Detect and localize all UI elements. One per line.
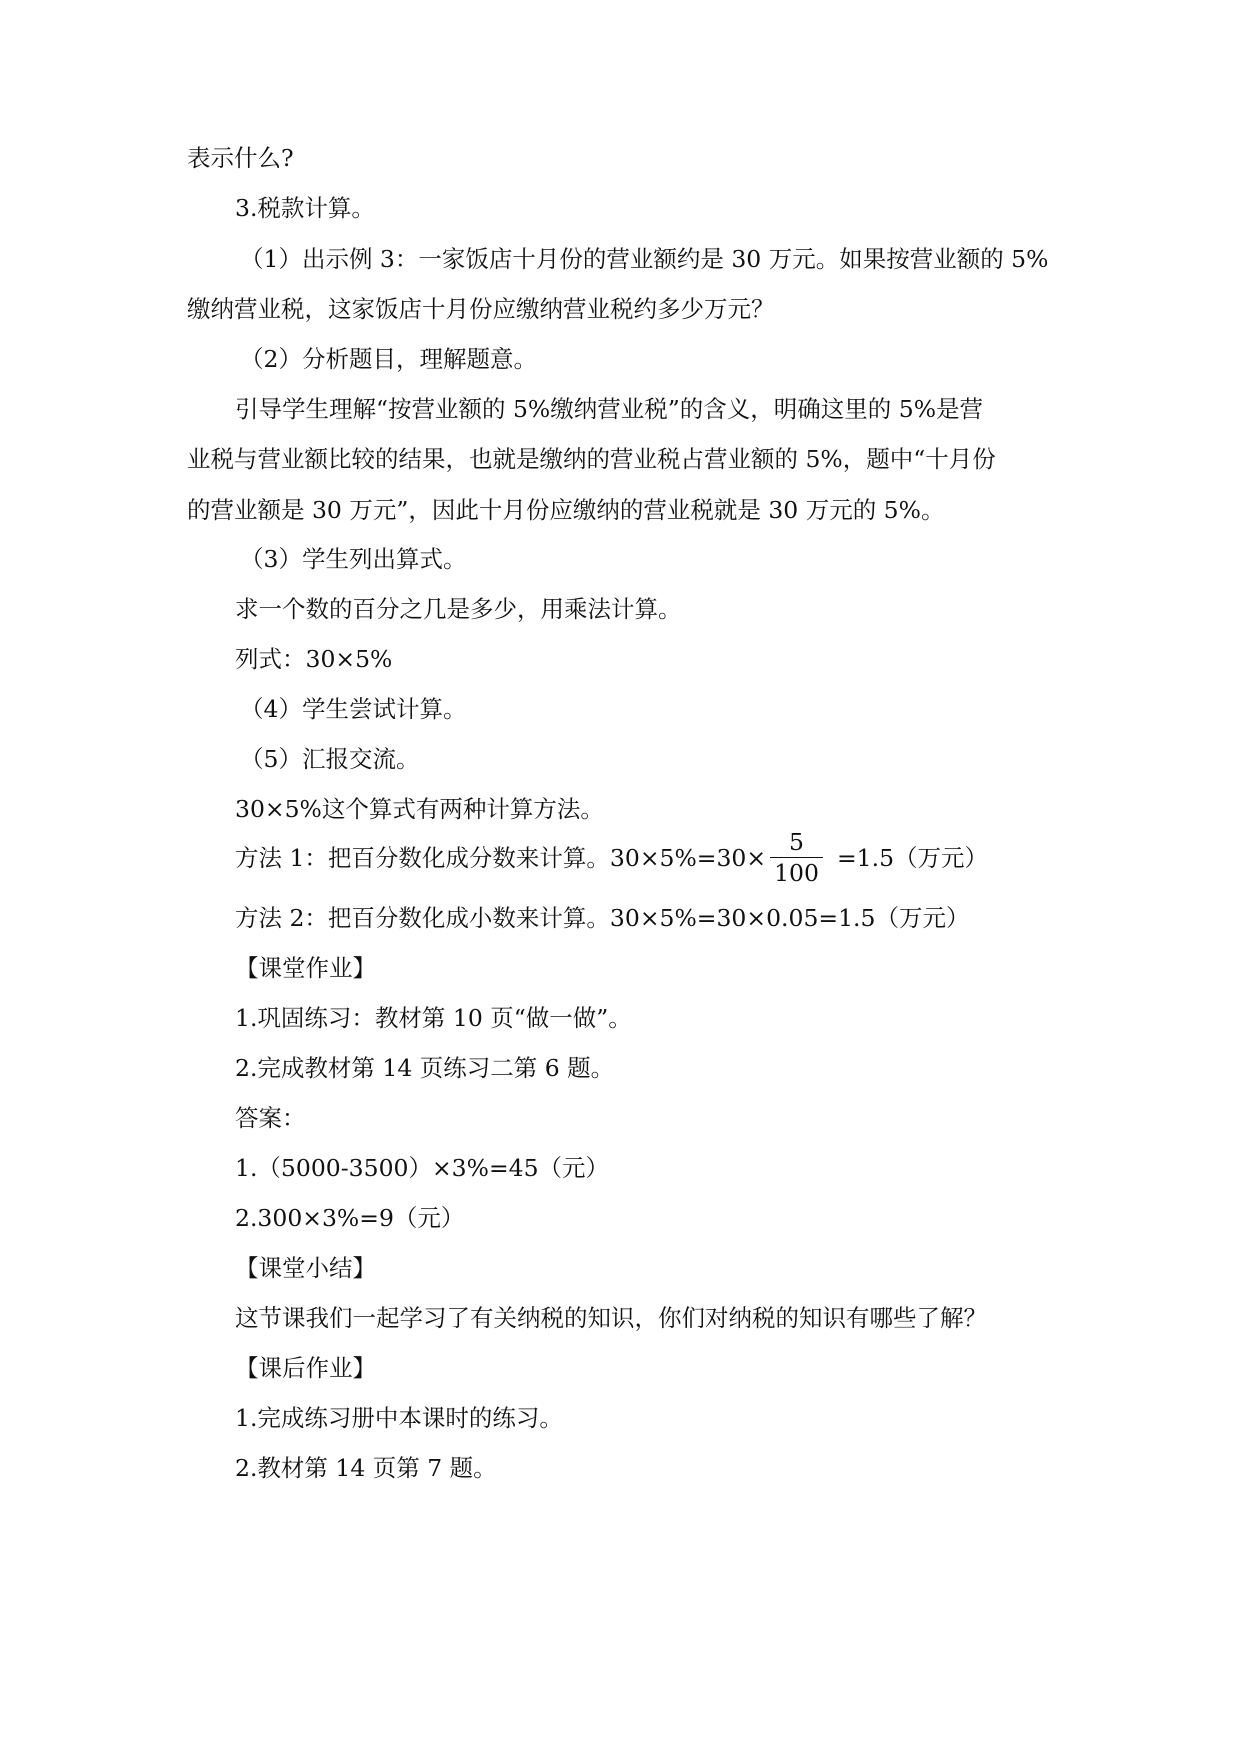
method-1-result: =1.5（万元）	[836, 844, 989, 872]
text-line: 表示什么?	[187, 144, 294, 172]
text-line: 方法 2：把百分数化成小数来计算。30×5%=30×0.05=1.5（万元）	[235, 904, 970, 932]
fraction-bar	[770, 857, 823, 858]
text-line: 1.巩固练习：教材第 10 页“做一做”。	[235, 1004, 632, 1032]
text-line: 1.完成练习册中本课时的练习。	[235, 1404, 563, 1432]
text-line: （4）学生尝试计算。	[240, 695, 467, 723]
method-1-text: 方法 1：把百分数化成分数来计算。30×5%=30×	[235, 844, 767, 872]
text-line: 2.教材第 14 页第 7 题。	[235, 1454, 497, 1482]
fraction-denominator: 100	[774, 859, 819, 887]
text-line: 3.税款计算。	[235, 194, 375, 222]
text-line: （5）汇报交流。	[240, 745, 420, 773]
text-line: 引导学生理解“按营业额的 5%缴纳营业税”的含义，明确这里的 5%是营	[235, 395, 984, 423]
text-line: （2）分析题目，理解题意。	[240, 345, 537, 373]
section-heading: 【课堂小结】	[235, 1254, 376, 1282]
text-line: 答案：	[235, 1104, 306, 1132]
fraction-numerator: 5	[789, 828, 804, 856]
text-line: 这节课我们一起学习了有关纳税的知识，你们对纳税的知识有哪些了解？	[235, 1304, 987, 1332]
text-line: 缴纳营业税，这家饭店十月份应缴纳营业税约多少万元？	[187, 295, 775, 323]
text-line: 的营业额是 30 万元”，因此十月份应缴纳的营业税就是 30 万元的 5%。	[187, 496, 945, 524]
section-heading: 【课后作业】	[235, 1354, 376, 1382]
text-line: 业税与营业额比较的结果，也就是缴纳的营业税占营业额的 5%，题中“十月份	[187, 445, 996, 473]
text-line: 30×5%这个算式有两种计算方法。	[235, 795, 604, 823]
text-line: 1.（5000-3500）×3%=45（元）	[235, 1154, 610, 1182]
text-line: 列式：30×5%	[235, 645, 393, 673]
text-line: 2.300×3%=9（元）	[235, 1204, 465, 1232]
section-heading: 【课堂作业】	[235, 954, 376, 982]
text-line: （3）学生列出算式。	[240, 545, 467, 573]
text-line: 求一个数的百分之几是多少，用乘法计算。	[235, 595, 682, 623]
method-1-line	[235, 828, 988, 888]
text-line: （1）出示例 3：一家饭店十月份的营业额约是 30 万元。如果按营业额的 5%	[240, 245, 1049, 273]
text-line: 2.完成教材第 14 页练习二第 6 题。	[235, 1054, 615, 1082]
fraction	[770, 829, 823, 886]
